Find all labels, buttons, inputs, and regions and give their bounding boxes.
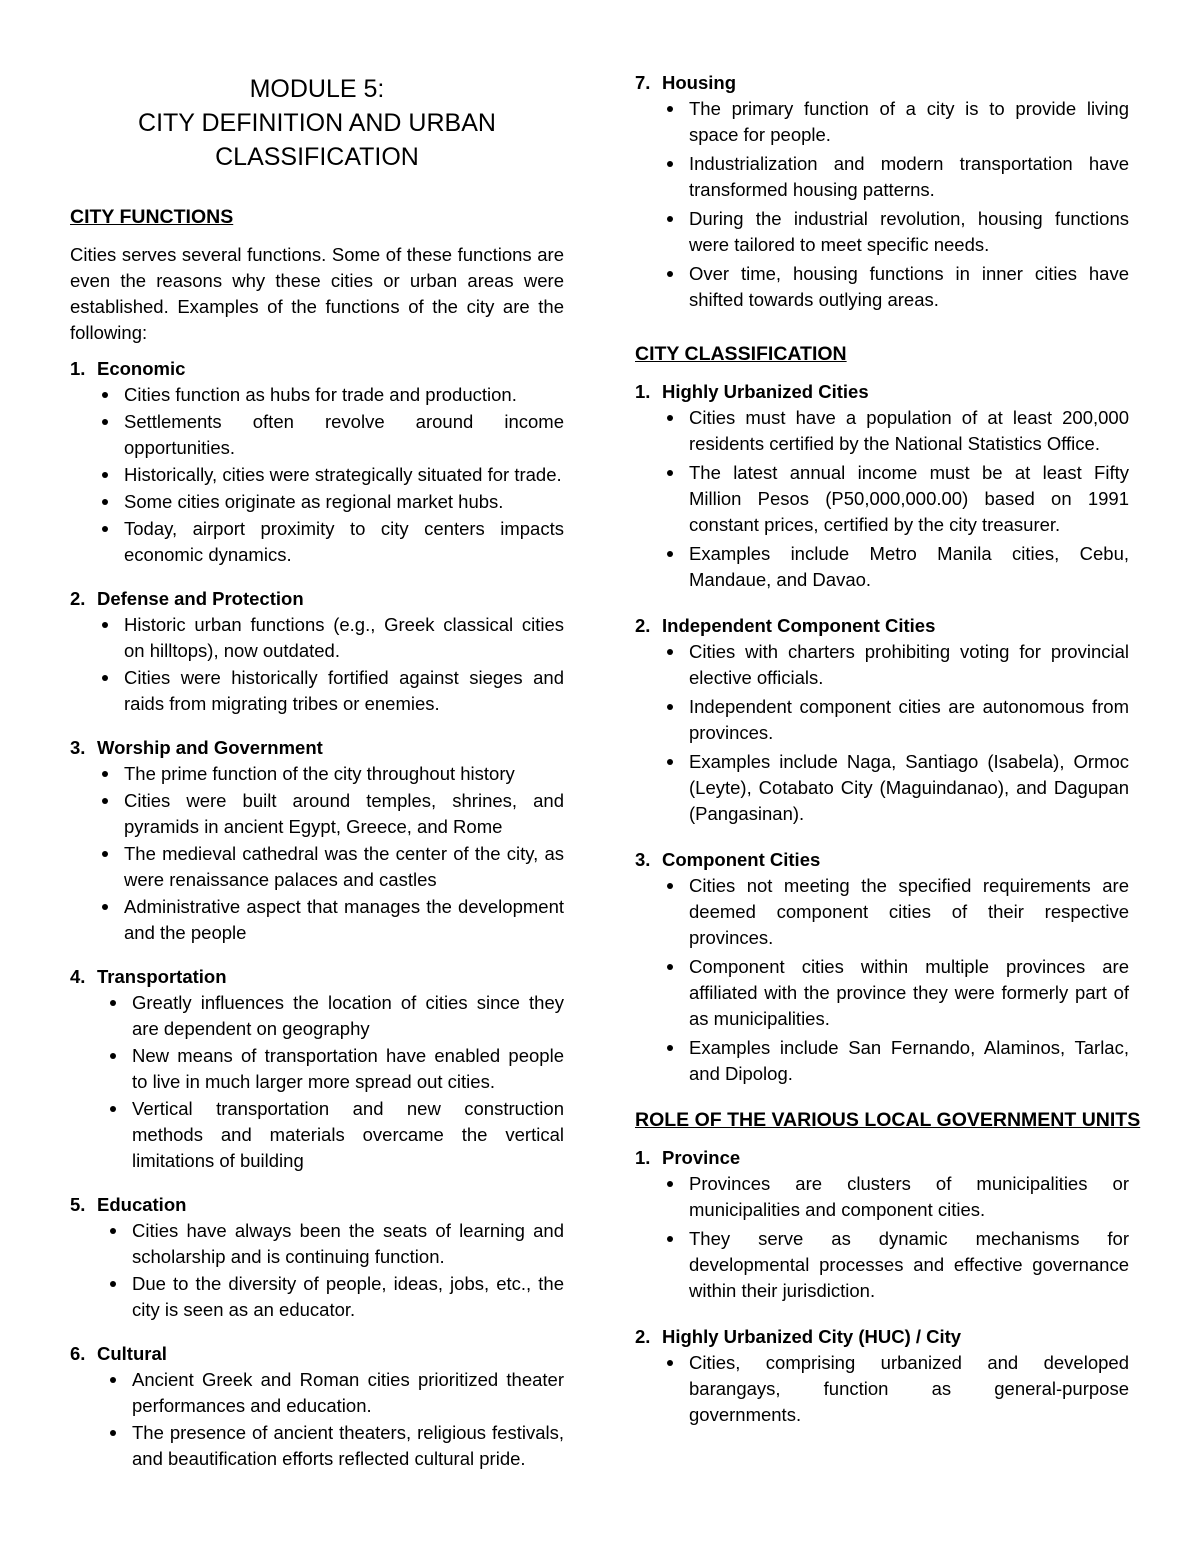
bullet-item: They serve as dynamic mechanisms for developmental processes and effective governance within their jurisdiction. xyxy=(661,1226,1129,1304)
item-heading xyxy=(70,964,564,990)
item-title: Defense and Protection xyxy=(97,588,304,609)
item-title: Economic xyxy=(97,358,186,379)
item-number: 3. xyxy=(635,849,651,870)
bullet-item: Cities have always been the seats of learning and scholarship and is continuing function. xyxy=(104,1218,564,1270)
item-number: 2. xyxy=(70,588,86,609)
function-item-education xyxy=(70,1192,564,1323)
item-number: 6. xyxy=(70,1343,86,1364)
item-number: 7. xyxy=(635,72,651,93)
section-heading-city-functions: CITY FUNCTIONS xyxy=(70,206,234,228)
bullet-item: Historic urban functions (e.g., Greek classical cities on hilltops), now outdated. xyxy=(96,612,564,664)
bullet-item: Settlements often revolve around income opportunities. xyxy=(96,409,564,461)
bullet-item: Cities were historically fortified against sieges and raids from migrating tribes or enemies. xyxy=(96,665,564,717)
item-title: Component Cities xyxy=(662,849,821,870)
lgu-item-province xyxy=(635,1145,1129,1304)
bullet-item: During the industrial revolution, housing functions were tailored to meet specific needs. xyxy=(661,206,1129,258)
bullet-list xyxy=(70,990,564,1174)
item-title: Education xyxy=(97,1194,187,1215)
bullet-item: Over time, housing functions in inner cities have shifted towards outlying areas. xyxy=(661,261,1129,313)
function-item-worship xyxy=(70,735,564,946)
bullet-item: Administrative aspect that manages the development and the people xyxy=(96,894,564,946)
classification-item-icc xyxy=(635,613,1129,827)
bullet-list xyxy=(70,1218,564,1323)
item-title: Worship and Government xyxy=(97,737,323,758)
bullet-item: Cities function as hubs for trade and production. xyxy=(96,382,564,408)
document-title xyxy=(70,72,564,174)
bullet-item: Industrialization and modern transportation have transformed housing patterns. xyxy=(661,151,1129,203)
item-heading xyxy=(635,847,1129,873)
city-classification-list xyxy=(635,379,1129,1087)
city-functions-list xyxy=(70,356,564,1472)
item-heading xyxy=(70,735,564,761)
function-item-transportation xyxy=(70,964,564,1174)
section-heading-lgu-roles: ROLE OF THE VARIOUS LOCAL GOVERNMENT UNITS xyxy=(635,1109,1141,1131)
left-column xyxy=(70,70,564,1490)
item-heading xyxy=(635,70,1129,96)
item-number: 1. xyxy=(70,358,86,379)
item-heading xyxy=(635,1324,1129,1350)
item-number: 1. xyxy=(635,381,651,402)
item-title: Housing xyxy=(662,72,736,93)
item-number: 4. xyxy=(70,966,86,987)
section-heading-city-classification: CITY CLASSIFICATION xyxy=(635,343,847,365)
title-line-1: MODULE 5: xyxy=(249,75,385,103)
bullet-list xyxy=(70,382,564,568)
bullet-list xyxy=(635,1171,1129,1304)
bullet-item: Cities not meeting the specified requirements are deemed component cities of their respective provinces. xyxy=(661,873,1129,951)
item-number: 5. xyxy=(70,1194,86,1215)
bullet-list xyxy=(635,405,1129,593)
bullet-list xyxy=(635,639,1129,827)
bullet-list xyxy=(70,761,564,946)
bullet-item: Independent component cities are autonomous from provinces. xyxy=(661,694,1129,746)
function-item-housing xyxy=(635,70,1129,313)
bullet-item: The latest annual income must be at least Fifty Million Pesos (P50,000,000.00) based on 1991 constant prices, certified by the city treasurer. xyxy=(661,460,1129,538)
item-heading xyxy=(70,1341,564,1367)
bullet-item: Provinces are clusters of municipalities or municipalities and component cities. xyxy=(661,1171,1129,1223)
title-line-3: CLASSIFICATION xyxy=(215,143,419,171)
item-number: 2. xyxy=(635,1326,651,1347)
bullet-item: Some cities originate as regional market hubs. xyxy=(96,489,564,515)
item-number: 1. xyxy=(635,1147,651,1168)
bullet-list xyxy=(635,96,1129,313)
item-title: Independent Component Cities xyxy=(662,615,936,636)
bullet-list xyxy=(635,1350,1129,1428)
bullet-item: Examples include Metro Manila cities, Cebu, Mandaue, and Davao. xyxy=(661,541,1129,593)
bullet-item: Cities were built around temples, shrines, and pyramids in ancient Egypt, Greece, and Rome xyxy=(96,788,564,840)
lgu-item-huc-city xyxy=(635,1324,1129,1428)
bullet-item: Component cities within multiple provinces are affiliated with the province they were formerly part of as municipalities. xyxy=(661,954,1129,1032)
bullet-item: New means of transportation have enabled people to live in much larger more spread out cities. xyxy=(104,1043,564,1095)
item-heading xyxy=(635,613,1129,639)
item-title: Cultural xyxy=(97,1343,167,1364)
bullet-item: Cities, comprising urbanized and developed barangays, function as general-purpose governments. xyxy=(661,1350,1129,1428)
classification-item-huc xyxy=(635,379,1129,593)
item-heading xyxy=(635,1145,1129,1171)
lgu-roles-list xyxy=(635,1145,1129,1428)
item-title: Transportation xyxy=(97,966,227,987)
right-column xyxy=(635,70,1141,1448)
bullet-list xyxy=(635,873,1129,1087)
classification-item-component xyxy=(635,847,1129,1087)
function-item-economic xyxy=(70,356,564,568)
item-title: Province xyxy=(662,1147,741,1168)
bullet-item: The primary function of a city is to provide living space for people. xyxy=(661,96,1129,148)
item-title: Highly Urbanized City (HUC) / City xyxy=(662,1326,962,1347)
bullet-item: Greatly influences the location of cities since they are dependent on geography xyxy=(104,990,564,1042)
city-functions-intro: Cities serves several functions. Some of these functions are even the reasons why these cities or urban areas were established. Examples of the functions of the city are the following: xyxy=(70,244,564,343)
bullet-item: The prime function of the city throughout history xyxy=(96,761,564,787)
item-heading xyxy=(70,1192,564,1218)
bullet-item: Historically, cities were strategically situated for trade. xyxy=(96,462,564,488)
bullet-item: Examples include Naga, Santiago (Isabela), Ormoc (Leyte), Cotabato City (Maguindanao), and Dagupan (Pangasinan). xyxy=(661,749,1129,827)
bullet-item: Cities must have a population of at least 200,000 residents certified by the National Statistics Office. xyxy=(661,405,1129,457)
item-heading xyxy=(635,379,1129,405)
bullet-item: The presence of ancient theaters, religious festivals, and beautification efforts reflected cultural pride. xyxy=(104,1420,564,1472)
item-number: 2. xyxy=(635,615,651,636)
function-item-defense xyxy=(70,586,564,717)
bullet-list xyxy=(70,612,564,717)
bullet-item: Cities with charters prohibiting voting for provincial elective officials. xyxy=(661,639,1129,691)
bullet-item: Ancient Greek and Roman cities prioritized theater performances and education. xyxy=(104,1367,564,1419)
bullet-item: The medieval cathedral was the center of the city, as were renaissance palaces and castles xyxy=(96,841,564,893)
item-heading xyxy=(70,586,564,612)
title-line-2: CITY DEFINITION AND URBAN xyxy=(138,109,496,137)
bullet-item: Vertical transportation and new construction methods and materials overcame the vertical limitations of building xyxy=(104,1096,564,1174)
function-item-cultural xyxy=(70,1341,564,1472)
bullet-item: Today, airport proximity to city centers impacts economic dynamics. xyxy=(96,516,564,568)
bullet-list xyxy=(70,1367,564,1472)
item-number: 3. xyxy=(70,737,86,758)
item-title: Highly Urbanized Cities xyxy=(662,381,869,402)
city-functions-list-continued xyxy=(635,70,1129,313)
bullet-item: Examples include San Fernando, Alaminos, Tarlac, and Dipolog. xyxy=(661,1035,1129,1087)
item-heading xyxy=(70,356,564,382)
bullet-item: Due to the diversity of people, ideas, jobs, etc., the city is seen as an educator. xyxy=(104,1271,564,1323)
